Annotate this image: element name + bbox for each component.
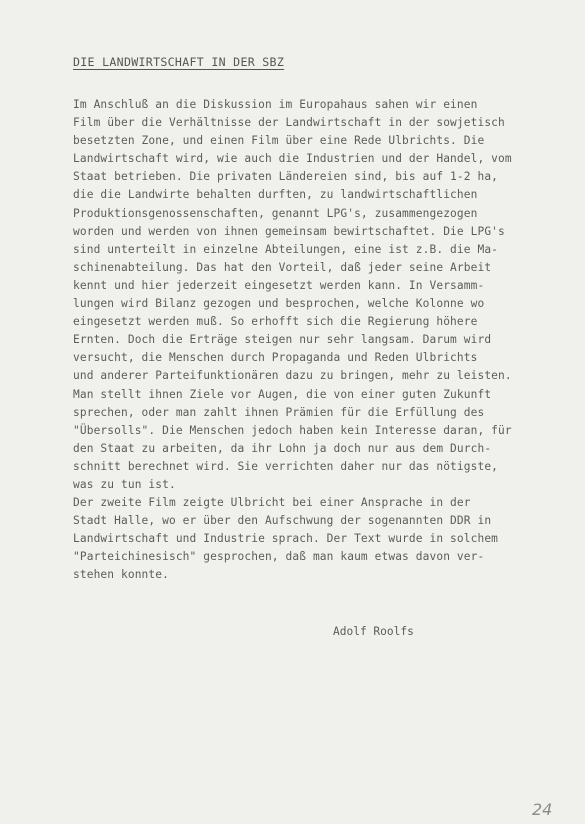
body-line: "Übersolls". Die Menschen jedoch haben kein Interesse daran, für <box>73 423 512 437</box>
body-line: was zu tun ist. <box>73 477 176 491</box>
body-line: Stadt Halle, wo er über den Aufschwung der sogenannten DDR in <box>73 514 492 528</box>
body-line: "Parteichinesisch" gesprochen, daß man kaum etwas davon ver- <box>73 550 485 564</box>
body-line: Im Anschluß an die Diskussion im Europahaus sahen wir einen <box>73 98 478 111</box>
body-line: Staat betrieben. Die privaten Ländereien sind, bis auf 1-2 ha, <box>73 170 499 184</box>
body-line: und anderer Parteifunktionären dazu zu bringen, mehr zu leisten. <box>73 369 512 383</box>
body-line: worden und werden von ihnen gemeinsam bewirtschaftet. Die LPG's <box>73 224 505 238</box>
body-line: Ernten. Doch die Erträge steigen nur sehr langsam. Darum wird <box>73 333 492 347</box>
body-line: eingesetzt werden muß. So erhofft sich die Regierung höhere <box>73 315 478 329</box>
body-line: Produktionsgenossenschaften, genannt LPG's, zusammengezogen <box>73 206 478 220</box>
signature: Adolf Roolfs <box>333 625 414 638</box>
document-title: DIE LANDWIRTSCHAFT IN DER SBZ <box>73 55 285 69</box>
body-line: Film über die Verhältnisse der Landwirtschaft in der sowjetisch <box>73 116 505 130</box>
body-line: Landwirtschaft und Industrie sprach. Der Text wurde in solchem <box>73 532 499 546</box>
body-line: lungen wird Bilanz gezogen und besprochen, welche Kolonne wo <box>73 297 485 311</box>
body-line: kennt und hier jederzeit eingesetzt werden kann. In Versamm- <box>73 278 485 292</box>
body-line: Der zweite Film zeigte Ulbricht bei einer Ansprache in der <box>73 496 471 510</box>
body-line: Man stellt ihnen Ziele vor Augen, die von einer guten Zukunft <box>73 387 492 401</box>
body-line: versucht, die Menschen durch Propaganda und Reden Ulbrichts <box>73 351 478 365</box>
body-line: sind unterteilt in einzelne Abteilungen, eine ist z.B. die Ma- <box>73 242 499 256</box>
body-line: stehen konnte. <box>73 568 169 582</box>
body-line: besetzten Zone, und einen Film über eine Rede Ulbrichts. Die <box>73 134 485 148</box>
body-line: schnitt berechnet wird. Sie verrichten daher nur das nötigste, <box>73 459 499 473</box>
document-body <box>73 96 553 585</box>
body-line: sprechen, oder man zahlt ihnen Prämien für die Erfüllung des <box>73 405 485 419</box>
body-line: die die Landwirte behalten durften, zu landwirtschaftlichen <box>73 188 478 202</box>
body-line: schinenabteilung. Das hat den Vorteil, daß jeder seine Arbeit <box>73 260 492 274</box>
body-line: Landwirtschaft wird, wie auch die Industrien und der Handel, vom <box>73 152 512 166</box>
page-number: 24 <box>532 800 553 819</box>
body-line: den Staat zu arbeiten, da ihr Lohn ja doch nur aus dem Durch- <box>73 441 492 455</box>
